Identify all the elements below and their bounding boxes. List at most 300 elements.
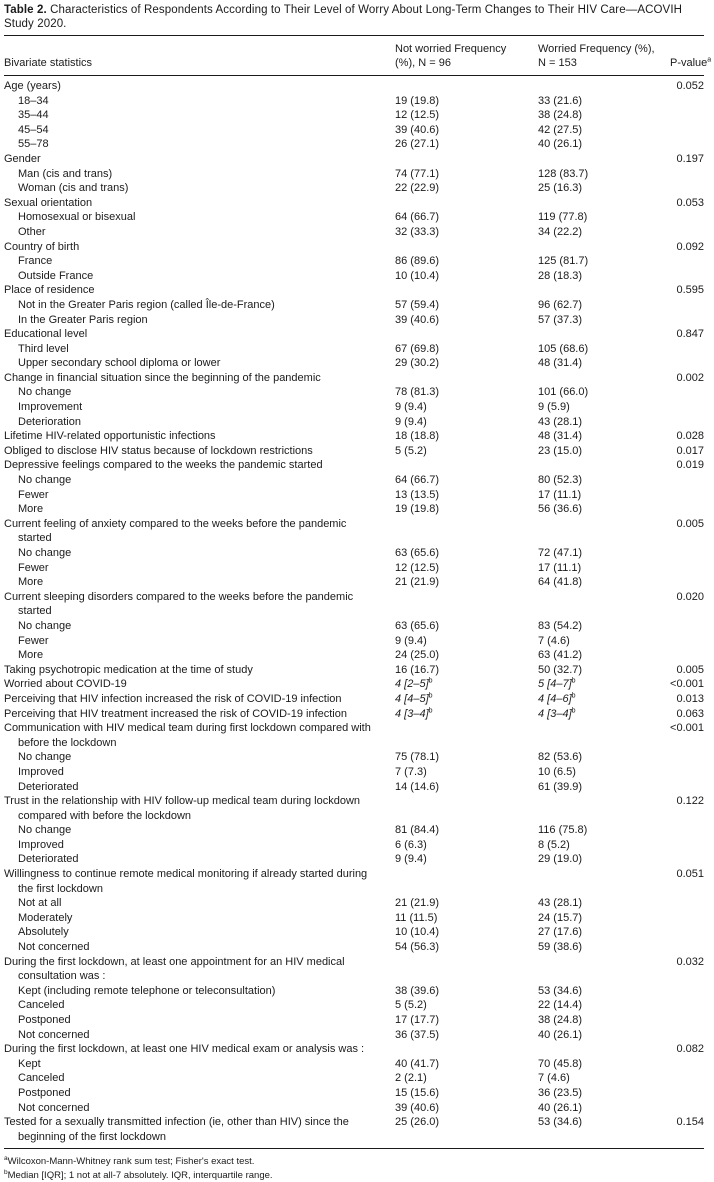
p-value (670, 94, 704, 109)
header-row (4, 36, 704, 76)
worried-value (538, 1042, 670, 1057)
worried-value: 5 $[4-7]^b$ (538, 677, 576, 691)
table-row (4, 458, 704, 473)
worried-value: 24 (15.7) (538, 911, 583, 924)
worried-value (538, 590, 670, 619)
not-worried-value: 32 (33.3) (395, 225, 440, 238)
table-subrow (4, 998, 704, 1013)
table-row (4, 327, 704, 342)
not-worried-value: 2 (2.1) (395, 1072, 427, 1085)
not-worried-value: 21 (21.9) (395, 897, 440, 910)
table-row (4, 517, 704, 546)
p-value (670, 838, 704, 853)
not-worried-value: 22 (22.9) (395, 182, 440, 195)
row-label: Sexual orientation (4, 196, 93, 209)
table-subrow (4, 502, 704, 517)
worried-value (538, 196, 670, 211)
not-worried-value: 9 (9.4) (395, 401, 427, 414)
not-worried-value (395, 327, 538, 342)
footnote-marker-b: b (428, 692, 433, 700)
row-label: 45–54 (18, 123, 49, 136)
not-worried-value (395, 196, 538, 211)
not-worried-value: 12 (12.5) (395, 109, 440, 122)
worried-value: 40 (26.1) (538, 1028, 583, 1041)
p-value (670, 1071, 704, 1086)
p-value: 0.082 (676, 1043, 704, 1056)
not-worried-value: 86 (89.6) (395, 255, 440, 268)
p-value (670, 137, 704, 152)
footnote-marker-b: b (571, 677, 576, 685)
worried-value: 36 (23.5) (538, 1086, 583, 1099)
worried-value: 101 (66.0) (538, 386, 589, 399)
row-label: Communication with HIV medical team during first lockdown compared with before the lockdown (4, 722, 371, 749)
row-label: Current feeling of anxiety compared to the weeks before the pandemic started (4, 517, 347, 545)
not-worried-value (395, 867, 538, 896)
p-value (670, 546, 704, 561)
p-value (670, 823, 704, 838)
not-worried-value (395, 721, 538, 750)
table-row (4, 721, 704, 750)
not-worried-value (395, 517, 538, 546)
table-row (4, 371, 704, 386)
table-header (4, 36, 712, 76)
not-worried-value: 10 (10.4) (395, 926, 440, 939)
table-subrow (4, 269, 704, 284)
worried-value: 33 (21.6) (538, 94, 583, 107)
row-label: More (18, 649, 44, 662)
not-worried-value: 25 (26.0) (395, 1116, 440, 1129)
p-value (670, 225, 704, 240)
p-value: 0.052 (676, 80, 704, 92)
table-row (4, 677, 704, 692)
row-label: Depressive feelings compared to the weeks the pandemic started (4, 459, 323, 472)
footnote-text: Median [IQR]; 1 not at all-7 absolutely. IQR, interquartile range. (7, 1169, 273, 1181)
p-value: 0.013 (676, 692, 704, 705)
column-header-bivariate-statistics: Bivariate statistics (4, 36, 395, 76)
not-worried-value: 36 (37.5) (395, 1028, 440, 1041)
not-worried-value: 63 (65.6) (395, 547, 440, 559)
table-row (4, 707, 704, 722)
column-header-worried: Worried Frequency (%), N = 153 (538, 36, 670, 76)
table-row (4, 152, 704, 167)
worried-value: 29 (19.0) (538, 853, 583, 866)
worried-value: 17 (11.1) (538, 488, 582, 501)
row-label: Not at all (18, 897, 62, 910)
footnote-marker-b: b (571, 692, 576, 700)
worried-value: 9 (5.9) (538, 401, 570, 414)
p-value (670, 575, 704, 590)
worried-value: 28 (18.3) (538, 269, 583, 282)
worried-value: 61 (39.9) (538, 780, 583, 793)
p-value (670, 313, 704, 328)
p-value (670, 356, 704, 371)
row-label: Postponed (18, 1014, 71, 1026)
not-worried-value: 81 (84.4) (395, 824, 440, 837)
worried-value: 8 (5.2) (538, 838, 570, 851)
worried-value: 48 (31.4) (538, 430, 583, 443)
table-subrow (4, 1101, 704, 1116)
row-label: Age (years) (4, 80, 61, 92)
table-subrow (4, 852, 704, 867)
p-value (670, 1057, 704, 1072)
table-subrow (4, 575, 704, 590)
footnote-marker-a: a (707, 55, 712, 63)
table-subrow (4, 750, 704, 765)
worried-value (538, 371, 670, 386)
row-label: Canceled (18, 999, 65, 1012)
not-worried-value: 57 (59.4) (395, 298, 440, 311)
worried-value: 50 (32.7) (538, 663, 583, 676)
table-subrow (4, 108, 704, 123)
table-subrow (4, 648, 704, 663)
worried-value (538, 283, 670, 298)
p-value: 0.197 (676, 152, 704, 165)
worried-value (538, 76, 670, 94)
p-value (670, 925, 704, 940)
not-worried-value (395, 283, 538, 298)
row-label: Kept (18, 1057, 41, 1070)
p-value (670, 502, 704, 517)
table-subrow (4, 123, 704, 138)
not-worried-value: 15 (15.6) (395, 1086, 440, 1099)
row-label: Country of birth (4, 240, 80, 253)
not-worried-value (395, 458, 538, 473)
p-value: <0.001 (670, 678, 704, 691)
p-value: 0.847 (676, 328, 704, 341)
row-label: Lifetime HIV-related opportunistic infections (4, 430, 216, 443)
footnote-text: Wilcoxon-Mann-Whitney rank sum test; Fisher's exact test. (7, 1156, 255, 1168)
not-worried-value: 5 (5.2) (395, 444, 427, 457)
row-label: Absolutely (18, 926, 69, 939)
column-header-not-worried: Not worried Frequency (%), N = 96 (395, 36, 538, 76)
table-title (4, 3, 704, 31)
p-value (670, 911, 704, 926)
worried-value: 40 (26.1) (538, 1101, 583, 1114)
worried-value (538, 152, 670, 167)
p-value (670, 940, 704, 955)
worried-value: 17 (11.1) (538, 561, 582, 574)
p-value: 0.154 (676, 1116, 704, 1129)
not-worried-value (395, 76, 538, 94)
row-label: More (18, 576, 44, 589)
not-worried-value: 11 (11.5) (395, 911, 438, 924)
p-value (670, 415, 704, 430)
p-value (670, 561, 704, 576)
p-value (670, 269, 704, 284)
not-worried-value: 64 (66.7) (395, 474, 440, 487)
worried-value (538, 240, 670, 255)
not-worried-value: 21 (21.9) (395, 576, 440, 589)
worried-value: 4 $[4-6]^b$ (538, 692, 576, 705)
table-row (4, 283, 704, 298)
table-row (4, 692, 704, 707)
row-label: No change (18, 619, 72, 632)
p-value: 0.020 (676, 590, 704, 603)
not-worried-value: 9 (9.4) (395, 634, 427, 647)
not-worried-value: 63 (65.6) (395, 619, 440, 632)
row-label: No change (18, 751, 72, 764)
column-header-p-value: P-value$^a$ (670, 36, 704, 76)
table-subrow (4, 488, 704, 503)
worried-value (538, 955, 670, 984)
not-worried-value: 26 (27.1) (395, 138, 440, 151)
worried-value: 59 (38.6) (538, 941, 583, 954)
table-subrow (4, 400, 704, 415)
worried-value: 25 (16.3) (538, 182, 583, 195)
p-value (670, 780, 704, 795)
table-subrow (4, 298, 704, 313)
worried-value: 27 (17.6) (538, 926, 583, 939)
not-worried-value: 19 (19.8) (395, 94, 440, 107)
not-worried-value: 4 $[3-4]^b$ (395, 706, 433, 720)
table-row (4, 590, 704, 619)
worried-value: 72 (47.1) (538, 547, 583, 559)
table-subrow (4, 634, 704, 649)
p-value (670, 210, 704, 225)
not-worried-value: 39 (40.6) (395, 313, 440, 326)
not-worried-value: 38 (39.6) (395, 984, 440, 997)
row-label: Trust in the relationship with HIV follow-up medical team during lockdown compared with before the lockdown (4, 795, 361, 822)
table-subrow (4, 210, 704, 225)
table-subrow (4, 1071, 704, 1086)
table-subrow (4, 780, 704, 795)
row-label: France (18, 255, 53, 268)
worried-value (538, 867, 670, 896)
row-label: Perceiving that HIV treatment increased the risk of COVID-19 infection (4, 707, 347, 720)
row-label: Willingness to continue remote medical monitoring if already started during the first lockdown (4, 868, 368, 895)
p-value (670, 385, 704, 400)
row-label: No change (18, 474, 72, 487)
row-label: Perceiving that HIV infection increased the risk of COVID-19 infection (4, 692, 342, 705)
p-value (670, 298, 704, 313)
worried-value: 119 (77.8) (538, 211, 588, 224)
worried-value: 116 (75.8) (538, 824, 588, 837)
not-worried-value (395, 240, 538, 255)
row-label: Improved (18, 765, 64, 778)
row-label: Place of residence (4, 284, 95, 297)
not-worried-value: 9 (9.4) (395, 853, 427, 866)
row-label: Moderately (18, 911, 73, 924)
not-worried-value: 10 (10.4) (395, 269, 440, 282)
row-label: Other (18, 225, 46, 238)
worried-value: 70 (45.8) (538, 1057, 583, 1070)
not-worried-value: 12 (12.5) (395, 561, 440, 574)
row-label: Not concerned (18, 1028, 90, 1041)
table-row (4, 1042, 704, 1057)
row-label: Deterioration (18, 415, 81, 428)
table-subrow (4, 1057, 704, 1072)
p-value (670, 984, 704, 999)
row-label: Not concerned (18, 941, 90, 954)
table-subrow (4, 1028, 704, 1043)
table-row (4, 663, 704, 678)
worried-value: 7 (4.6) (538, 1072, 570, 1085)
row-label: More (18, 503, 44, 516)
row-label: Deteriorated (18, 780, 79, 793)
not-worried-value: 18 (18.8) (395, 430, 440, 443)
worried-value (538, 517, 670, 546)
p-value (670, 1086, 704, 1101)
table-row (4, 240, 704, 255)
p-value (670, 473, 704, 488)
table-subrow (4, 561, 704, 576)
table-subrow (4, 765, 704, 780)
not-worried-value: 40 (41.7) (395, 1057, 440, 1070)
row-label: Fewer (18, 561, 49, 574)
row-label: Improved (18, 838, 64, 851)
row-label: Woman (cis and trans) (18, 182, 129, 195)
worried-value: 57 (37.3) (538, 313, 583, 326)
table-subrow (4, 137, 704, 152)
table-subrow (4, 94, 704, 109)
p-value: 0.005 (676, 663, 704, 676)
p-value (670, 342, 704, 357)
worried-value: 125 (81.7) (538, 255, 589, 268)
worried-value: 43 (28.1) (538, 897, 583, 910)
worried-value: 48 (31.4) (538, 357, 583, 370)
row-label: During the first lockdown, at least one appointment for an HIV medical consultation was : (4, 955, 345, 983)
not-worried-value: 9 (9.4) (395, 415, 427, 428)
worried-value: 53 (34.6) (538, 984, 583, 997)
not-worried-value: 17 (17.7) (395, 1014, 440, 1026)
table-subrow (4, 619, 704, 634)
p-value: 0.005 (676, 517, 704, 530)
worried-value: 43 (28.1) (538, 415, 583, 428)
not-worried-value: 64 (66.7) (395, 211, 440, 224)
worried-value: 128 (83.7) (538, 167, 589, 180)
table-row (4, 444, 704, 459)
not-worried-value: 6 (6.3) (395, 838, 427, 851)
row-label: Postponed (18, 1086, 71, 1099)
p-value (670, 488, 704, 503)
p-value (670, 634, 704, 649)
row-label: Third level (18, 342, 69, 355)
characteristics-table (4, 35, 712, 1149)
row-label: Worried about COVID-19 (4, 678, 127, 691)
table-subrow (4, 823, 704, 838)
row-label: Kept (including remote telephone or teleconsultation) (18, 984, 276, 997)
p-value (670, 896, 704, 911)
p-value (670, 998, 704, 1013)
table-subrow (4, 356, 704, 371)
p-value: 0.051 (676, 868, 704, 881)
not-worried-value (395, 590, 538, 619)
not-worried-value: 14 (14.6) (395, 780, 440, 793)
table-caption: Characteristics of Respondents According to Their Level of Worry About Long-Term Changes to Their HIV Care—ACOVIH Study 2020. (4, 4, 683, 30)
p-value (670, 852, 704, 867)
table-row (4, 429, 704, 444)
table-subrow (4, 984, 704, 999)
p-value (670, 400, 704, 415)
worried-value (538, 327, 670, 342)
table-subrow (4, 181, 704, 196)
table-row (4, 794, 704, 823)
footnote (4, 1155, 704, 1169)
table-subrow (4, 1013, 704, 1028)
row-label: Current sleeping disorders compared to the weeks before the pandemic started (4, 590, 354, 618)
not-worried-value (395, 152, 538, 167)
worried-value: 23 (15.0) (538, 444, 583, 457)
not-worried-value: 4 $[4-5]^b$ (395, 692, 433, 705)
footnotes (4, 1155, 704, 1182)
p-value (670, 254, 704, 269)
row-label: Canceled (18, 1072, 65, 1085)
footnote-marker: b (4, 1168, 8, 1176)
p-value: 0.028 (676, 430, 704, 443)
table-row (4, 867, 704, 896)
table-subrow (4, 415, 704, 430)
table-subrow (4, 473, 704, 488)
row-label: No change (18, 824, 72, 837)
p-value (670, 1028, 704, 1043)
table-subrow (4, 940, 704, 955)
worried-value: 53 (34.6) (538, 1116, 583, 1129)
row-label: During the first lockdown, at least one HIV medical exam or analysis was : (4, 1043, 365, 1056)
p-value (670, 765, 704, 780)
table-subrow (4, 167, 704, 182)
p-value (670, 1101, 704, 1116)
row-label: No change (18, 547, 72, 559)
p-value (670, 648, 704, 663)
p-value: 0.122 (676, 795, 704, 808)
not-worried-value: 24 (25.0) (395, 649, 440, 662)
worried-value: 7 (4.6) (538, 634, 570, 647)
worried-value (538, 721, 670, 750)
table-subrow (4, 896, 704, 911)
not-worried-value: 19 (19.8) (395, 503, 440, 516)
row-label: 55–78 (18, 138, 49, 151)
worried-value (538, 794, 670, 823)
p-value (670, 1013, 704, 1028)
row-label: 35–44 (18, 109, 49, 122)
not-worried-value (395, 371, 538, 386)
table-subrow (4, 911, 704, 926)
table-number: Table 2. (4, 4, 47, 16)
row-label: Homosexual or bisexual (18, 211, 136, 224)
footnote (4, 1169, 704, 1182)
p-value (670, 181, 704, 196)
row-label: Taking psychotropic medication at the time of study (4, 663, 253, 676)
table-body (4, 76, 704, 1149)
row-label: Not concerned (18, 1101, 90, 1114)
table-row (4, 1115, 704, 1149)
not-worried-value: 74 (77.1) (395, 167, 440, 180)
row-label: Fewer (18, 488, 49, 501)
worried-value: 96 (62.7) (538, 298, 583, 311)
row-label: 18–34 (18, 94, 49, 107)
row-label: Man (cis and trans) (18, 167, 113, 180)
not-worried-value: 13 (13.5) (395, 488, 440, 501)
footnote-marker-b: b (571, 706, 576, 714)
table-row (4, 76, 704, 94)
p-value (670, 619, 704, 634)
table-subrow (4, 254, 704, 269)
not-worried-value: 7 (7.3) (395, 765, 427, 778)
table-subrow (4, 342, 704, 357)
worried-value: 34 (22.2) (538, 225, 583, 238)
p-value: 0.019 (676, 459, 704, 472)
table-subrow (4, 313, 704, 328)
p-value: <0.001 (670, 722, 704, 735)
row-label: Change in financial situation since the beginning of the pandemic (4, 371, 321, 384)
not-worried-value: 39 (40.6) (395, 1101, 440, 1114)
row-label: Upper secondary school diploma or lower (18, 357, 221, 370)
not-worried-value: 5 (5.2) (395, 999, 427, 1012)
not-worried-value (395, 794, 538, 823)
p-value: 0.032 (676, 955, 704, 968)
row-label: Obliged to disclose HIV status because of lockdown restrictions (4, 444, 313, 457)
row-label: Educational level (4, 328, 88, 341)
